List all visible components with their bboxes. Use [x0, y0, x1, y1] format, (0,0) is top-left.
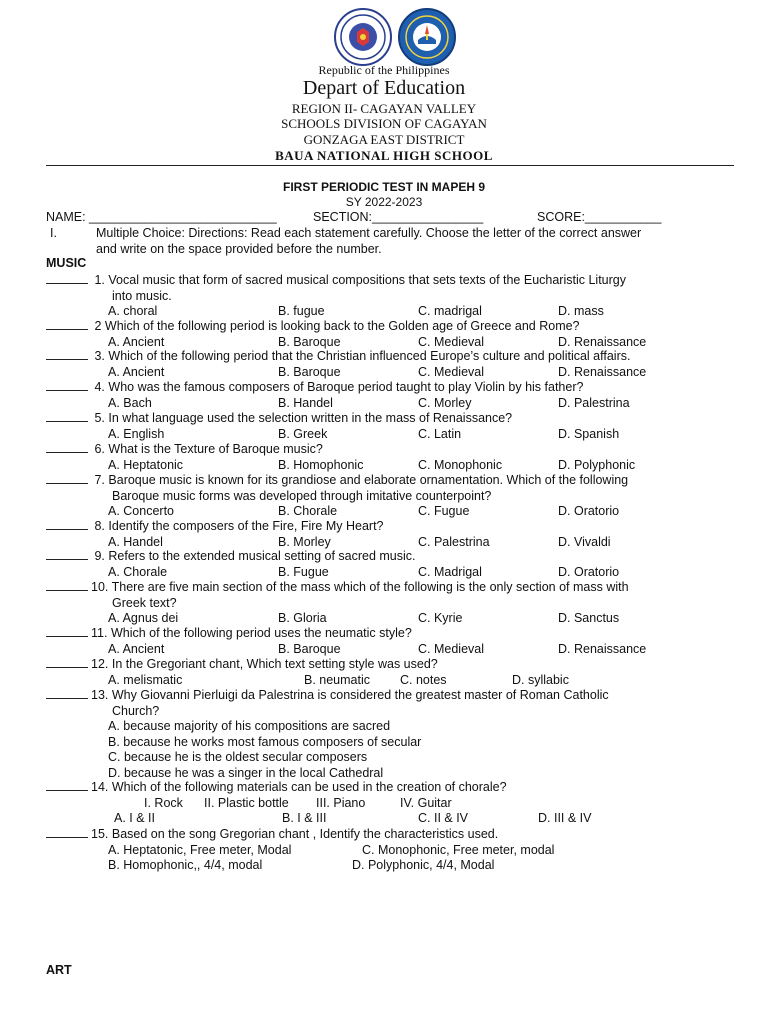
question-text: Based on the song Gregorian chant , Identify the characteristics used. — [111, 827, 499, 841]
option-a[interactable]: A. Ancient — [108, 334, 165, 349]
question-number: 6. — [94, 442, 105, 456]
option-a[interactable]: A. Bach — [108, 395, 152, 410]
question-14 — [46, 779, 746, 827]
option-c[interactable]: C. notes — [400, 672, 447, 687]
options-row — [46, 642, 746, 658]
question-13 — [46, 687, 746, 781]
choices-list — [46, 719, 746, 781]
question-text: Vocal music that form of sacred musical compositions that sets texts of the Eucharistic Liturgy — [108, 273, 626, 287]
option-a[interactable]: A. melismatic — [108, 672, 183, 687]
option-a[interactable]: A. Concerto — [108, 504, 175, 518]
answer-blank[interactable] — [46, 318, 88, 330]
question-number: 12. — [91, 657, 109, 671]
school-seal-icon — [398, 8, 456, 66]
question-number: 8. — [94, 519, 105, 533]
question-text: Refers to the extended musical setting of sacred music. — [108, 549, 416, 563]
question-text: Which of the following period is looking back to the Golden age of Greece and Rome? — [104, 319, 580, 333]
answer-blank[interactable] — [46, 379, 88, 391]
option-b[interactable]: B. Homophonic,, 4/4, modal — [108, 858, 263, 872]
option-a[interactable]: A. choral — [108, 304, 158, 318]
option-c[interactable]: C. Fugue — [418, 504, 470, 518]
header-divider — [46, 165, 734, 166]
option-a[interactable]: A. Ancient — [108, 641, 165, 656]
question-number: 7. — [94, 473, 105, 487]
art-section-label: ART — [46, 963, 72, 977]
option-d[interactable]: D. mass — [558, 304, 604, 318]
option-d[interactable]: D. syllabic — [512, 672, 569, 687]
answer-blank[interactable] — [46, 579, 88, 591]
question-text-cont: Church? — [112, 703, 160, 718]
answer-blank[interactable] — [46, 656, 88, 668]
option-c[interactable]: C. Medieval — [418, 334, 484, 349]
option-a[interactable]: A. Heptatonic — [108, 457, 184, 472]
option-b[interactable]: B. Greek — [278, 426, 328, 441]
option-d[interactable]: D. because he was a singer in the local Cathedral — [108, 765, 384, 780]
option-a[interactable]: A. English — [108, 426, 165, 441]
question-text: Which of the following period uses the neumatic style? — [110, 626, 412, 640]
department-title: Depart of Education — [302, 77, 466, 99]
question-text-cont: Greek text? — [112, 595, 177, 610]
logo-row — [0, 8, 768, 64]
question-number: 13. — [91, 688, 109, 702]
question-2 — [46, 318, 746, 350]
options-row — [46, 858, 746, 874]
option-d[interactable]: D. Palestrina — [558, 395, 630, 410]
option-c[interactable]: C. Madrigal — [418, 564, 482, 579]
question-text-cont: into music. — [112, 288, 172, 303]
option-d[interactable]: D. Renaissance — [558, 364, 647, 379]
test-title: FIRST PERIODIC TEST IN MAPEH 9 — [282, 180, 486, 194]
question-text: Why Giovanni Pierluigi da Palestrina is considered the greatest master of Roman Catholic — [111, 688, 609, 702]
republic-line: Republic of the Philippines — [318, 63, 450, 77]
question-3 — [46, 348, 746, 380]
question-number: 15. — [91, 827, 109, 841]
option-a[interactable]: A. Agnus dei — [108, 611, 179, 625]
answer-blank[interactable] — [46, 625, 88, 637]
option-c[interactable]: C. Palestrina — [418, 534, 490, 549]
option-b[interactable]: B. Chorale — [278, 504, 338, 518]
question-5 — [46, 410, 746, 442]
option-b[interactable]: B. Baroque — [278, 364, 341, 379]
section-field[interactable]: SECTION:________________ — [313, 210, 484, 224]
option-a[interactable]: A. Ancient — [108, 364, 165, 379]
district-line: GONZAGA EAST DISTRICT — [303, 132, 465, 147]
question-text: Baroque music is known for its grandiose and elaborate ornamentation. Which of the following — [108, 473, 629, 487]
option-d[interactable]: D. Oratorio — [558, 564, 620, 579]
option-a[interactable]: A. Handel — [108, 534, 163, 549]
option-c[interactable]: C. Monophonic — [418, 457, 503, 472]
option-d[interactable]: D. Oratorio — [558, 504, 620, 518]
question-12 — [46, 656, 746, 688]
answer-blank[interactable] — [46, 472, 88, 484]
question-number: 2 — [94, 319, 102, 333]
option-c[interactable]: C. Medieval — [418, 364, 484, 379]
question-text: Which of the following materials can be used in the creation of chorale? — [111, 780, 507, 794]
question-11 — [46, 625, 746, 657]
question-15 — [46, 826, 746, 874]
school-name: BAUA NATIONAL HIGH SCHOOL — [275, 148, 493, 163]
instructions — [46, 226, 746, 257]
question-number: 1. — [94, 273, 105, 287]
option-d[interactable]: D. Renaissance — [558, 641, 647, 656]
score-field[interactable]: SCORE:___________ — [537, 210, 662, 224]
answer-blank[interactable] — [46, 687, 88, 699]
question-6 — [46, 441, 746, 473]
options-row — [46, 427, 746, 443]
option-d[interactable]: D. III & IV — [538, 811, 592, 825]
item-ii: II. Plastic bottle — [204, 795, 289, 810]
option-a[interactable]: A. because majority of his compositions are sacred — [108, 719, 391, 733]
answer-blank[interactable] — [46, 441, 88, 453]
question-10 — [46, 579, 746, 627]
option-c[interactable]: C. II & IV — [418, 811, 469, 825]
question-number: 3. — [94, 349, 105, 363]
option-d[interactable]: D. Polyphonic, 4/4, Modal — [352, 858, 495, 872]
division-line: SCHOOLS DIVISION OF CAGAYAN — [281, 116, 487, 131]
options-row — [46, 673, 746, 689]
answer-blank[interactable] — [46, 348, 88, 360]
question-text: What is the Texture of Baroque music? — [108, 442, 323, 456]
answer-blank[interactable] — [46, 548, 88, 560]
answer-blank[interactable] — [46, 779, 88, 791]
option-c[interactable]: C. Latin — [418, 426, 462, 441]
question-text: There are five main section of the mass which of the following is the only section of mass with — [111, 580, 629, 594]
options-row — [46, 811, 746, 827]
question-text: In what language used the selection written in the mass of Renaissance? — [108, 411, 513, 425]
options-row — [46, 458, 746, 474]
options-row — [46, 843, 746, 859]
option-c[interactable]: C. Monophonic, Free meter, modal — [362, 842, 555, 857]
answer-blank[interactable] — [46, 518, 88, 530]
option-b[interactable]: B. Handel — [278, 395, 333, 410]
question-number: 9. — [94, 549, 105, 563]
option-c[interactable]: C. because he is the oldest secular composers — [108, 750, 368, 764]
question-7 — [46, 472, 746, 520]
question-4 — [46, 379, 746, 411]
question-text: Identify the composers of the Fire, Fire My Heart? — [108, 519, 384, 533]
deped-seal-icon — [334, 8, 392, 66]
option-b[interactable]: B. Gloria — [278, 611, 327, 625]
options-row — [46, 565, 746, 581]
question-number: 5. — [94, 411, 105, 425]
question-number: 11. — [91, 626, 108, 640]
school-year: SY 2022-2023 — [345, 195, 423, 209]
options-row — [46, 365, 746, 381]
item-iv: IV. Guitar — [400, 795, 452, 810]
option-b[interactable]: B. fugue — [278, 304, 325, 318]
question-8 — [46, 518, 746, 550]
region-line: REGION II- CAGAYAN VALLEY — [291, 101, 477, 116]
option-b[interactable]: B. Fugue — [278, 564, 329, 579]
instructions-text-2: and write on the space provided before the number. — [96, 241, 382, 256]
item-iii: III. Piano — [316, 795, 366, 810]
option-d[interactable]: D. Polyphonic — [558, 457, 636, 472]
items-row — [46, 796, 746, 812]
option-a[interactable]: A. Chorale — [108, 564, 168, 579]
question-text: Who was the famous composers of Baroque period taught to play Violin by his father? — [108, 380, 584, 394]
option-b[interactable]: B. Baroque — [278, 334, 341, 349]
option-c[interactable]: C. Medieval — [418, 641, 484, 656]
option-c[interactable]: C. Kyrie — [418, 611, 463, 625]
question-text-cont: Baroque music forms was developed through imitative counterpoint? — [112, 488, 492, 503]
option-c[interactable]: C. madrigal — [418, 304, 482, 318]
instructions-number: I. — [50, 226, 57, 240]
option-d[interactable]: D. Sanctus — [558, 611, 620, 625]
question-text: In the Gregoriant chant, Which text setting style was used? — [111, 657, 438, 671]
answer-blank[interactable] — [46, 272, 88, 284]
option-b[interactable]: B. neumatic — [304, 672, 371, 687]
option-c[interactable]: C. Morley — [418, 395, 472, 410]
answer-blank[interactable] — [46, 826, 88, 838]
question-number: 10. — [91, 580, 109, 594]
question-text: Which of the following period that the Christian influenced Europe’s culture and political affairs. — [108, 349, 631, 363]
option-d[interactable]: D. Spanish — [558, 426, 620, 441]
option-b[interactable]: B. Homophonic — [278, 457, 364, 472]
option-a[interactable]: A. I & II — [114, 811, 155, 825]
name-field[interactable]: NAME: ___________________________ — [46, 210, 277, 224]
options-row — [46, 396, 746, 412]
question-number: 14. — [91, 780, 109, 794]
option-b[interactable]: B. I & III — [282, 811, 327, 825]
question-9 — [46, 548, 746, 580]
option-b[interactable]: B. Morley — [278, 534, 331, 549]
question-number: 4. — [94, 380, 105, 394]
question-1 — [46, 272, 746, 320]
option-a[interactable]: A. Heptatonic, Free meter, Modal — [108, 842, 292, 857]
option-d[interactable]: D. Vivaldi — [558, 534, 611, 549]
music-section-label: MUSIC — [46, 256, 87, 270]
item-i: I. Rock — [144, 795, 183, 810]
option-d[interactable]: D. Renaissance — [558, 334, 647, 349]
option-b[interactable]: B. Baroque — [278, 641, 341, 656]
instructions-text-1: Multiple Choice: Directions: Read each statement carefully. Choose the letter of the correct answer — [96, 226, 642, 240]
option-b[interactable]: B. because he works most famous composers of secular — [108, 734, 422, 749]
answer-blank[interactable] — [46, 410, 88, 422]
